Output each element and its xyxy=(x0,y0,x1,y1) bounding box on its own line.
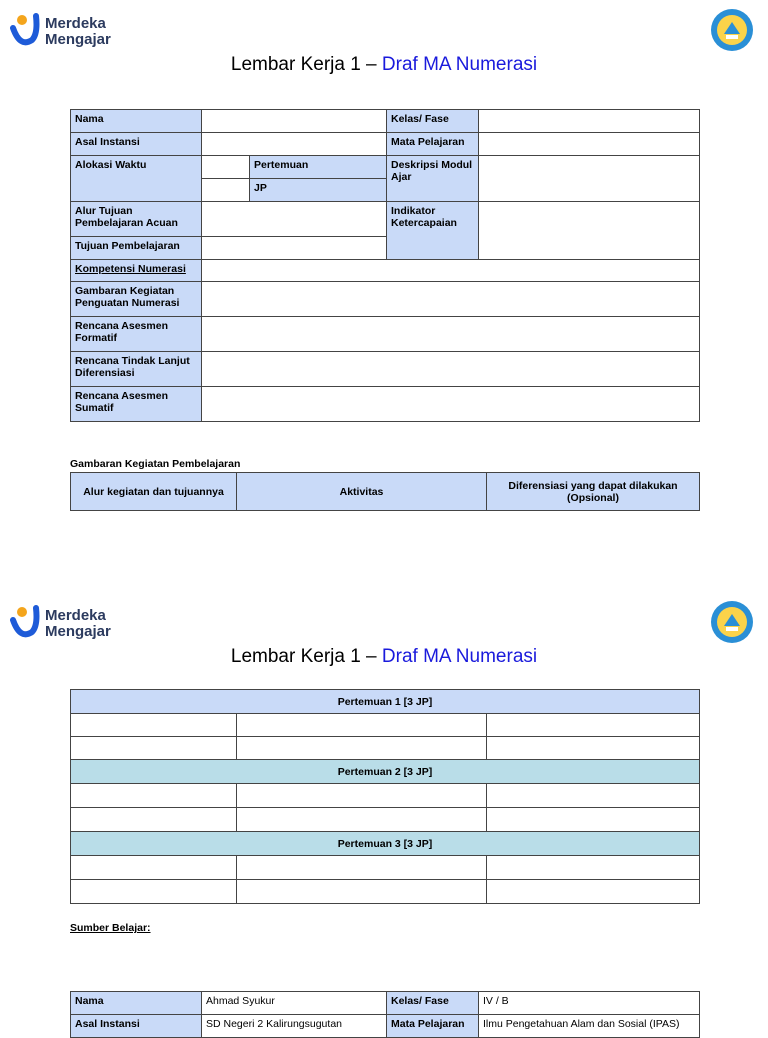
label-rencana-tindak: Rencana Tindak Lanjut Diferensiasi xyxy=(71,352,202,387)
pertemuan-2-header: Pertemuan 2 [3 JP] xyxy=(71,760,700,784)
pertemuan-3-header: Pertemuan 3 [3 JP] xyxy=(71,832,700,856)
logo-line-2: Mengajar xyxy=(45,31,111,48)
pertemuan-2-cell[interactable] xyxy=(487,808,700,832)
pertemuan-2-cell[interactable] xyxy=(237,784,487,808)
label-indikator: Indikator Ketercapaian xyxy=(387,202,479,260)
tut-wuri-handayani-emblem-icon xyxy=(710,600,754,644)
field-kelas-fase[interactable] xyxy=(479,110,700,133)
pertemuan-3-cell[interactable] xyxy=(237,856,487,880)
label-kelas-fase: Kelas/ Fase xyxy=(387,110,479,133)
merdeka-mengajar-logo-icon xyxy=(10,602,40,646)
value-nama[interactable]: Ahmad Syukur xyxy=(202,992,387,1015)
label-deskripsi-modul: Deskripsi Modul Ajar xyxy=(387,156,479,202)
field-indikator[interactable] xyxy=(479,202,700,260)
label-nama: Nama xyxy=(71,992,202,1015)
label-alur-tujuan: Alur Tujuan Pembelajaran Acuan xyxy=(71,202,202,237)
pertemuan-1-cell[interactable] xyxy=(71,737,237,760)
worksheet-page-2 xyxy=(0,592,768,1030)
pertemuan-1-header: Pertemuan 1 [3 JP] xyxy=(71,690,700,714)
field-pertemuan-count[interactable] xyxy=(202,156,250,179)
label-pertemuan: Pertemuan xyxy=(250,156,387,179)
label-mata-pelajaran: Mata Pelajaran xyxy=(387,133,479,156)
pertemuan-3-cell[interactable] xyxy=(487,856,700,880)
field-alur-tujuan[interactable] xyxy=(202,202,387,237)
pertemuan-1-cell[interactable] xyxy=(487,737,700,760)
field-gambaran[interactable] xyxy=(202,282,700,317)
merdeka-mengajar-logo-page-2 xyxy=(10,602,120,646)
value-asal-instansi[interactable]: SD Negeri 2 Kalirungsugutan xyxy=(202,1015,387,1038)
page-title-2: Lembar Kerja 1 – Draf MA Numerasi xyxy=(230,646,538,667)
kegiatan-section-label: Gambaran Kegiatan Pembelajaran xyxy=(70,458,241,470)
field-deskripsi-modul[interactable] xyxy=(479,156,700,202)
field-jp-count[interactable] xyxy=(202,179,250,202)
field-asal-instansi[interactable] xyxy=(202,133,387,156)
label-rencana-sumatif: Rencana Asesmen Sumatif xyxy=(71,387,202,422)
pertemuan-2-cell[interactable] xyxy=(71,784,237,808)
pertemuan-1-cell[interactable] xyxy=(237,737,487,760)
label-asal-instansi: Asal Instansi xyxy=(71,1015,202,1038)
kegiatan-header-alur: Alur kegiatan dan tujuannya xyxy=(71,473,237,511)
label-gambaran: Gambaran Kegiatan Penguatan Numerasi xyxy=(71,282,202,317)
field-mata-pelajaran[interactable] xyxy=(479,133,700,156)
logo-line-1: Merdeka xyxy=(45,15,106,32)
pertemuan-2-cell[interactable] xyxy=(487,784,700,808)
kegiatan-header-aktivitas: Aktivitas xyxy=(237,473,487,511)
label-jp: JP xyxy=(250,179,387,202)
field-nama[interactable] xyxy=(202,110,387,133)
page-title: Lembar Kerja 1 – Draf MA Numerasi xyxy=(230,54,538,75)
label-rencana-formatif: Rencana Asesmen Formatif xyxy=(71,317,202,352)
filled-identity-table xyxy=(70,991,700,1038)
label-kelas-fase: Kelas/ Fase xyxy=(387,992,479,1015)
label-kompetensi: Kompetensi Numerasi xyxy=(71,260,202,282)
pertemuan-2-cell[interactable] xyxy=(237,808,487,832)
value-kelas-fase[interactable]: IV / B xyxy=(479,992,700,1015)
pertemuan-3-cell[interactable] xyxy=(237,880,487,904)
pertemuan-1-cell[interactable] xyxy=(487,714,700,737)
label-alokasi-waktu: Alokasi Waktu xyxy=(71,156,202,202)
tut-wuri-handayani-emblem-icon xyxy=(710,8,754,52)
identity-form-table xyxy=(70,109,700,422)
field-kompetensi[interactable] xyxy=(202,260,700,282)
label-mata-pelajaran: Mata Pelajaran xyxy=(387,1015,479,1038)
value-mata-pelajaran[interactable]: Ilmu Pengetahuan Alam dan Sosial (IPAS) xyxy=(479,1015,700,1038)
field-rencana-sumatif[interactable] xyxy=(202,387,700,422)
pertemuan-3-cell[interactable] xyxy=(487,880,700,904)
pertemuan-1-cell[interactable] xyxy=(71,714,237,737)
label-nama: Nama xyxy=(71,110,202,133)
pertemuan-2-cell[interactable] xyxy=(71,808,237,832)
sumber-belajar-label: Sumber Belajar: xyxy=(70,922,151,934)
logo-line-1: Merdeka xyxy=(45,607,106,624)
pertemuan-table xyxy=(70,689,700,904)
page-title-accent: Draf MA Numerasi xyxy=(381,54,538,75)
label-asal-instansi: Asal Instansi xyxy=(71,133,202,156)
field-tujuan[interactable] xyxy=(202,237,387,260)
label-tujuan: Tujuan Pembelajaran xyxy=(71,237,202,260)
merdeka-mengajar-logo-icon xyxy=(10,10,40,54)
pertemuan-1-cell[interactable] xyxy=(237,714,487,737)
pertemuan-3-cell[interactable] xyxy=(71,856,237,880)
field-rencana-tindak[interactable] xyxy=(202,352,700,387)
kegiatan-table xyxy=(70,472,700,511)
page-title-accent-2: Draf MA Numerasi xyxy=(381,646,538,667)
logo-line-2: Mengajar xyxy=(45,623,111,640)
kegiatan-header-diferensiasi: Diferensiasi yang dapat dilakukan (Opsional) xyxy=(487,473,700,511)
pertemuan-3-cell[interactable] xyxy=(71,880,237,904)
merdeka-mengajar-logo xyxy=(10,10,120,54)
field-rencana-formatif[interactable] xyxy=(202,317,700,352)
